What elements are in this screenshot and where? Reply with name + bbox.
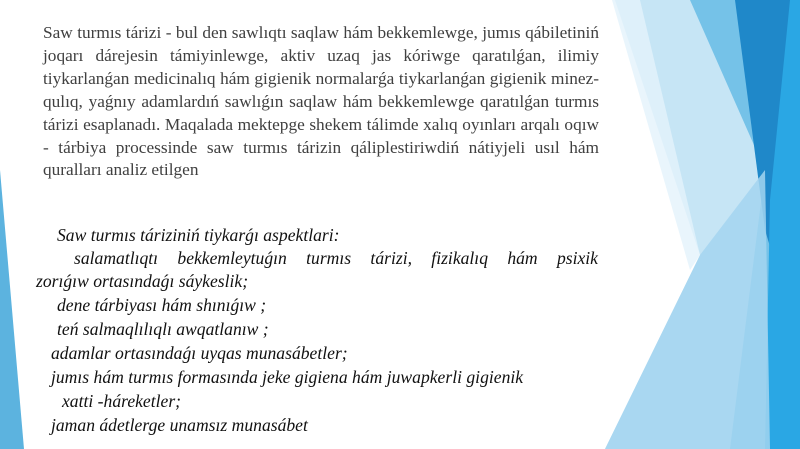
aspect-item-2: dene tárbiyası hám shınıǵıw ; bbox=[57, 295, 267, 315]
aspect-item-1-continuation: zorıǵıw ortasındaǵı sáykeslik; bbox=[36, 271, 249, 291]
aspect-item-5: jumıs hám turmıs formasında jeke gigiena hám juwapkerli gigienik bbox=[51, 367, 524, 387]
aspect-item-4: adamlar ortasındaǵı uyqas munasábetler; bbox=[51, 343, 348, 363]
aspect-item-3: teń salmaqlılıqlı awqatlanıw ; bbox=[57, 319, 269, 339]
intro-paragraph: Saw turmıs tárizi - bul den sawlıqtı saqlaw hám bekkemlewge, jumıs qábiletiniń joqarı dárejesin támiyinlewge, aktiv uzaq jas kóriwge qaratılǵan, ilimiy tiykarlanǵan medicinalıq hám gigienik normalarǵa tiykarlanǵan gigienik minez-qulıq, yaǵnıy adamlardıń sawlıǵın saqlaw hám bekkemlewge qaratılǵan turmıs tárizi esaplanadı. Maqalada mektepge shekem tálimde xalıq oyınları arqalı oqıw - tárbiya processinde saw turmıs tárizin qáliplestiriwdiń nátiyjeli usıl hám quralları analiz etilgen bbox=[43, 23, 599, 180]
aspect-item-6: jaman ádetlerge unamsız munasábet bbox=[51, 415, 308, 435]
aspect-item-1: salamatlıqtı bekkemleytuǵın turmıs tárizi, fizikalıq hám psixik bbox=[74, 248, 598, 268]
aspects-title: Saw turmıs táriziniń tiykarǵı aspektlari: bbox=[57, 225, 340, 245]
aspect-item-5-continuation: xatti -háreketler; bbox=[62, 391, 182, 411]
